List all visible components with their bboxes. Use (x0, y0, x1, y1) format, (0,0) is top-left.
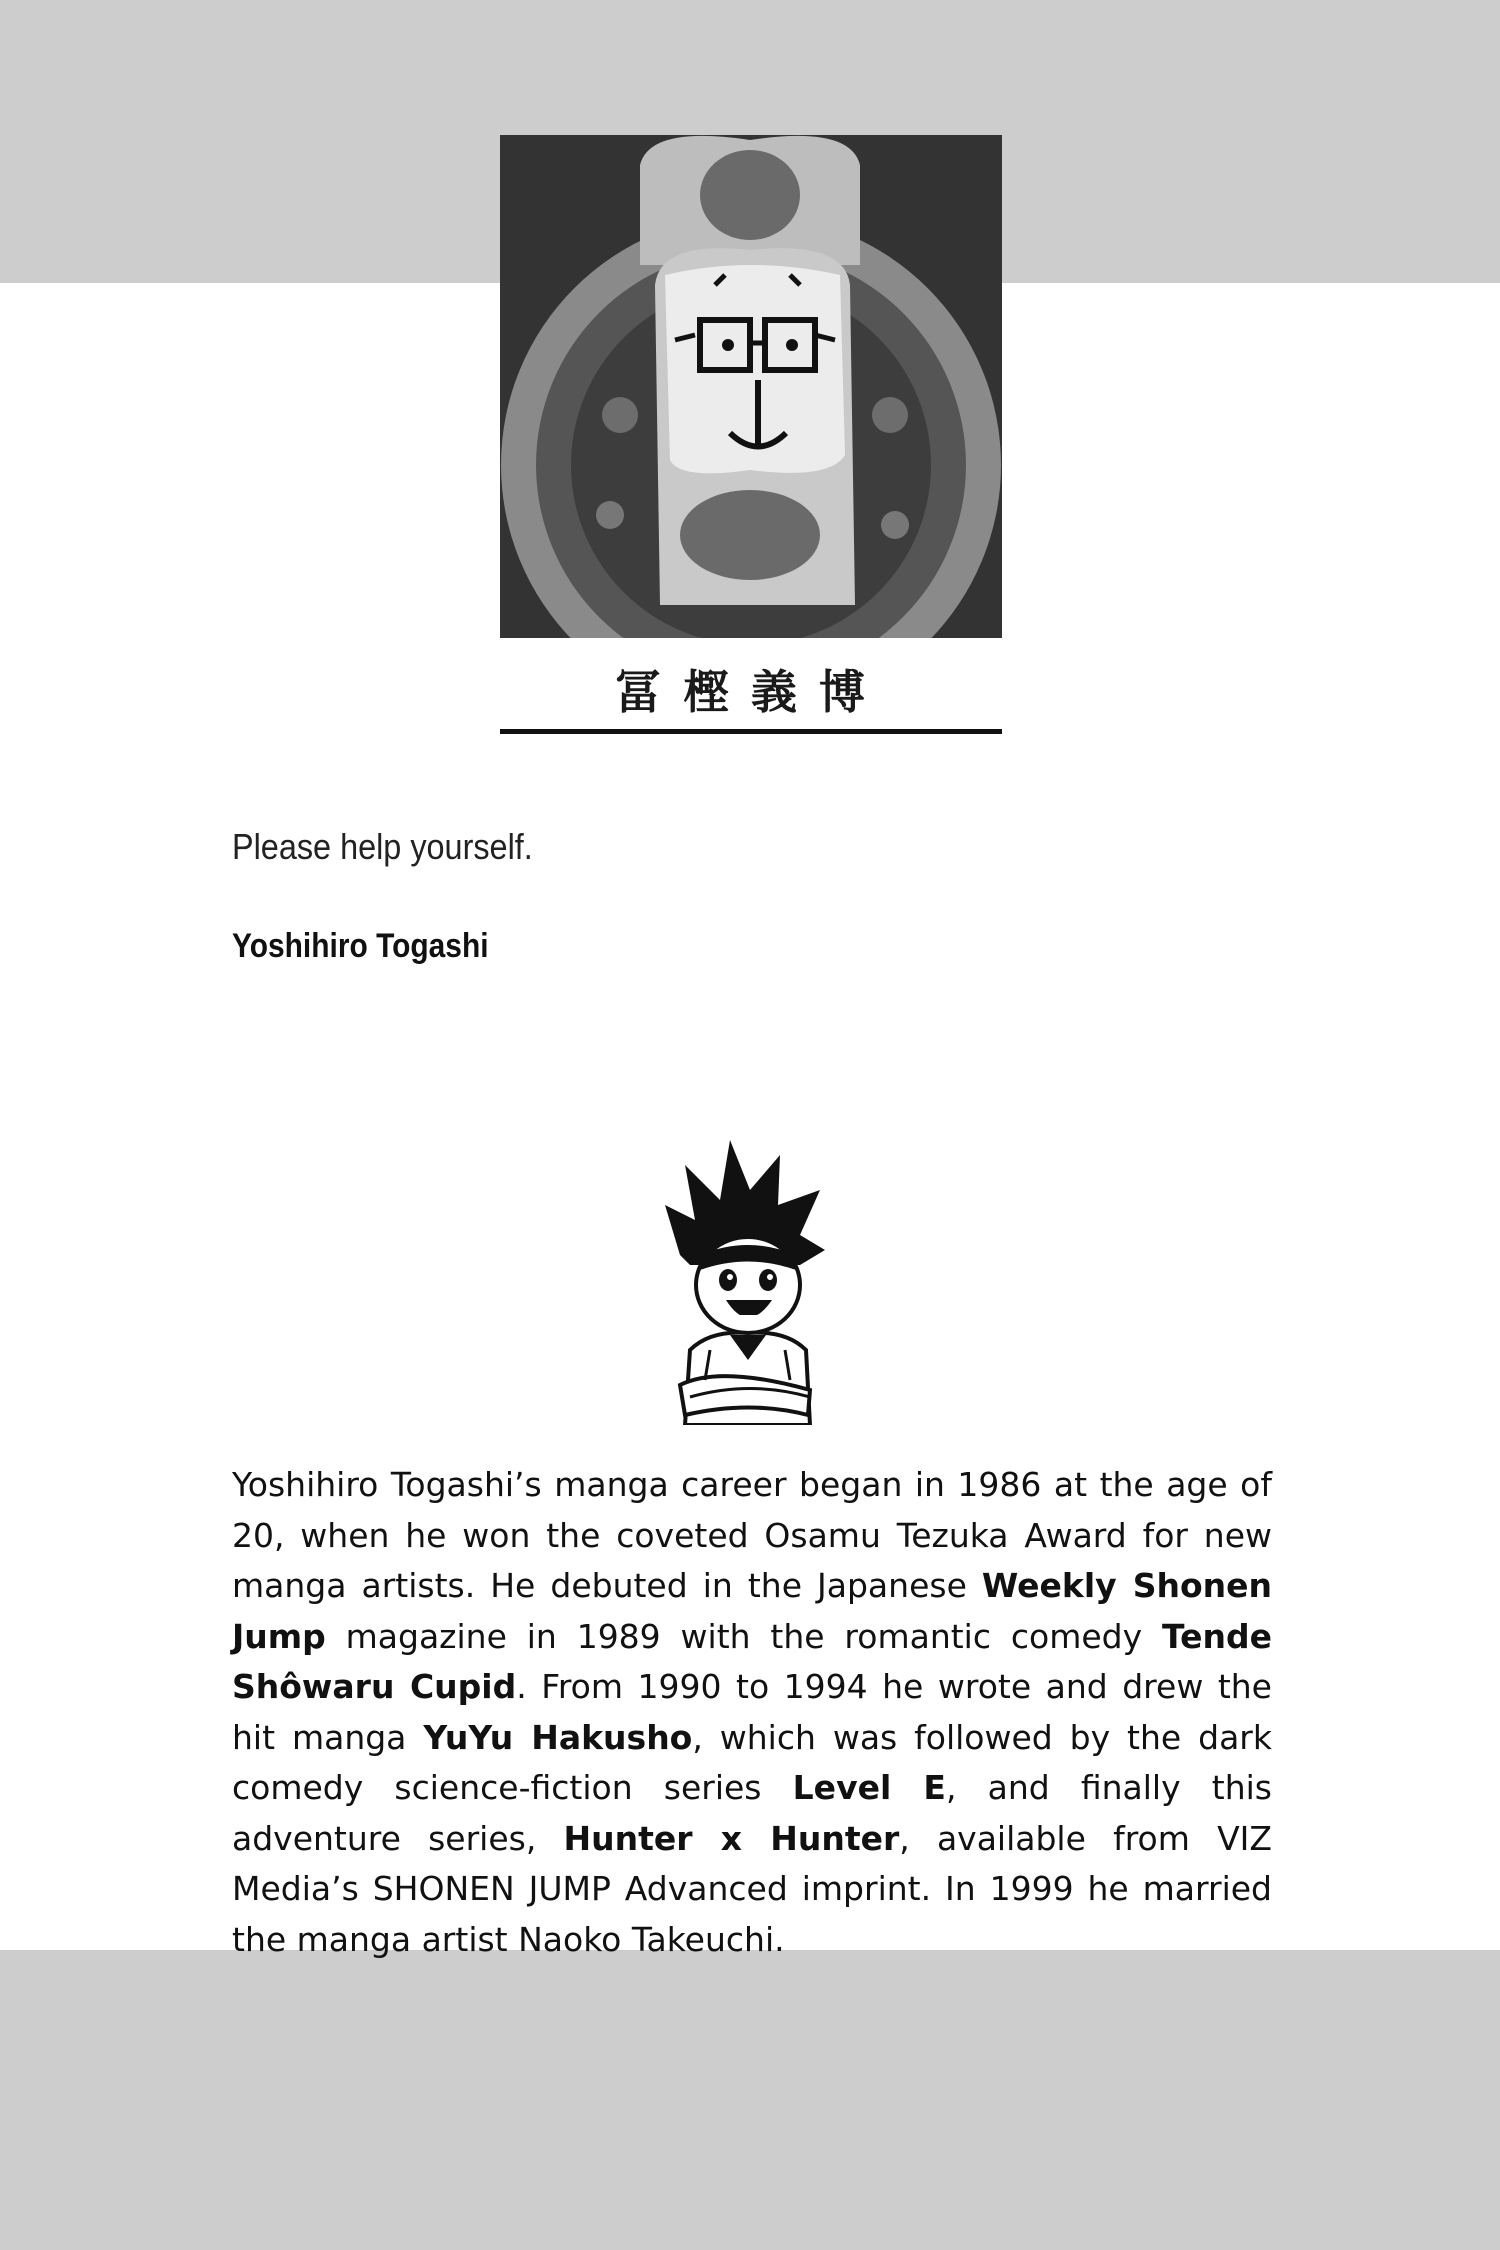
signature-underline (500, 729, 1002, 734)
bio-text: Yoshihiro Togashi’s manga career began in 1986 at the age of 20, when he won the coveted Osamu Tezuka Award for new manga artists. He debuted in the Japanese (232, 1465, 1272, 1605)
bio-text: , available from VIZ Media’s SHONEN JUMP Advanced imprint. In 1999 he married the manga artist Naoko Takeuchi. (232, 1818, 1272, 1959)
bio-text: , and finally this adventure series, (232, 1768, 1272, 1858)
author-quote: Please help yourself. (232, 826, 533, 867)
bio-text: magazine in 1989 with the romantic comedy (325, 1616, 1162, 1656)
kanji-name: 冨樫義博 (615, 665, 887, 719)
bio-title-level-e: Level E (792, 1768, 946, 1807)
bio-title-tende-showaru-cupid: Tende Shôwaru Cupid (232, 1616, 1272, 1706)
author-biography (232, 1460, 1272, 1965)
spiky-haired-boy-character-icon (660, 1135, 830, 1425)
toast-face-photo-icon (500, 135, 1002, 638)
bio-title-hunter-x-hunter: Hunter x Hunter (563, 1818, 900, 1858)
kanji-signature (500, 650, 1002, 735)
bio-text: , which was followed by the dark comedy science-fiction series (232, 1717, 1272, 1807)
author-photo (500, 135, 1002, 638)
author-name: Yoshihiro Togashi (232, 927, 489, 965)
bottom-gray-band (0, 1950, 1500, 2250)
bio-text: . From 1990 to 1994 he wrote and drew the hit manga (232, 1667, 1272, 1757)
bio-title-yuyu-hakusho: YuYu Hakusho (423, 1717, 693, 1757)
bio-title-weekly-shonen-jump: Weekly Shonen Jump (232, 1566, 1272, 1656)
mascot-illustration (660, 1135, 830, 1425)
